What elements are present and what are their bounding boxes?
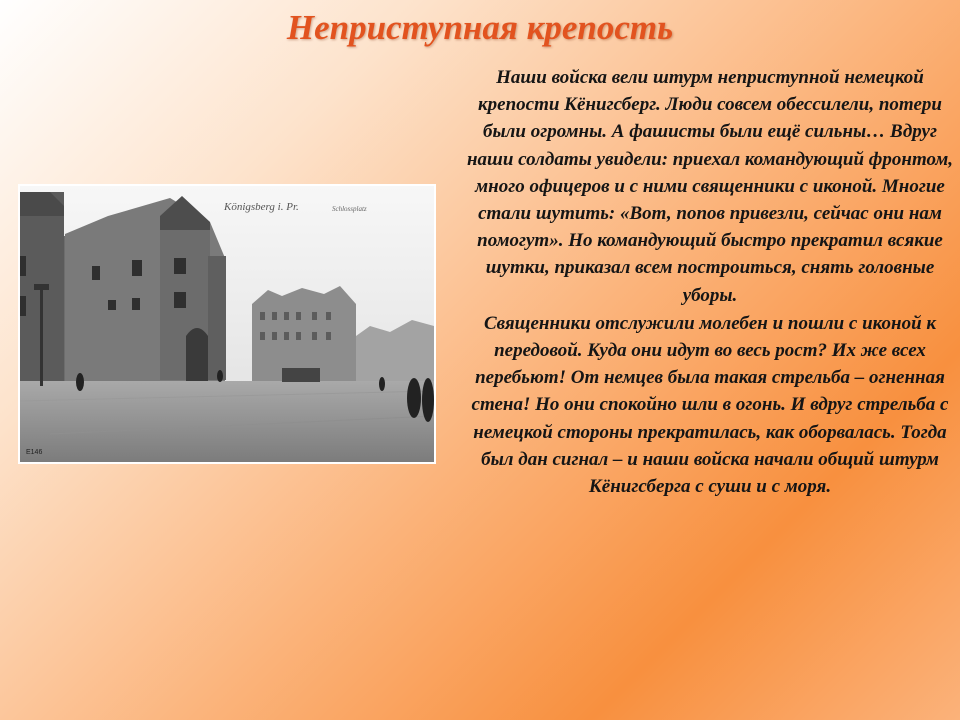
- story-paragraph-1: Наши войска вели штурм неприступной немецкой крепости Кёнигсберг. Люди совсем обессилели, потери были огромны. А фашисты были ещё сильны… Вдруг наши солдаты увидели: приехал командующий фронтом, много офицеров и с ними священники с иконой. Многие стали шутить: «Вот, попов привезли, сейчас они нам помогут». Но командующий быстро прекратил всякие шутки, приказал всем построиться, снять головные уборы.: [466, 67, 954, 306]
- historical-photo: [20, 186, 434, 462]
- story-paragraph-2: Священники отслужили молебен и пошли с иконой к передовой. Куда они идут во весь рост? Их же всех перебьют! От немцев была такая стрельба – огненная стена! Но они спокойно шли в огонь. И вдруг стрельба с немецкой стороны прекратилась, как оборвалась. Тогда был дан сигнал – и наши войска начали общий штурм Кёнигсберга с суши и с моря.: [471, 312, 949, 498]
- slide-title: Неприступная крепость: [286, 8, 674, 47]
- photo-corner-code: E146: [26, 449, 43, 456]
- photo-sub-caption: Schlossplatz: [332, 205, 367, 213]
- photo-caption: Königsberg i. Pr.: [224, 201, 299, 213]
- story-text: [466, 64, 954, 500]
